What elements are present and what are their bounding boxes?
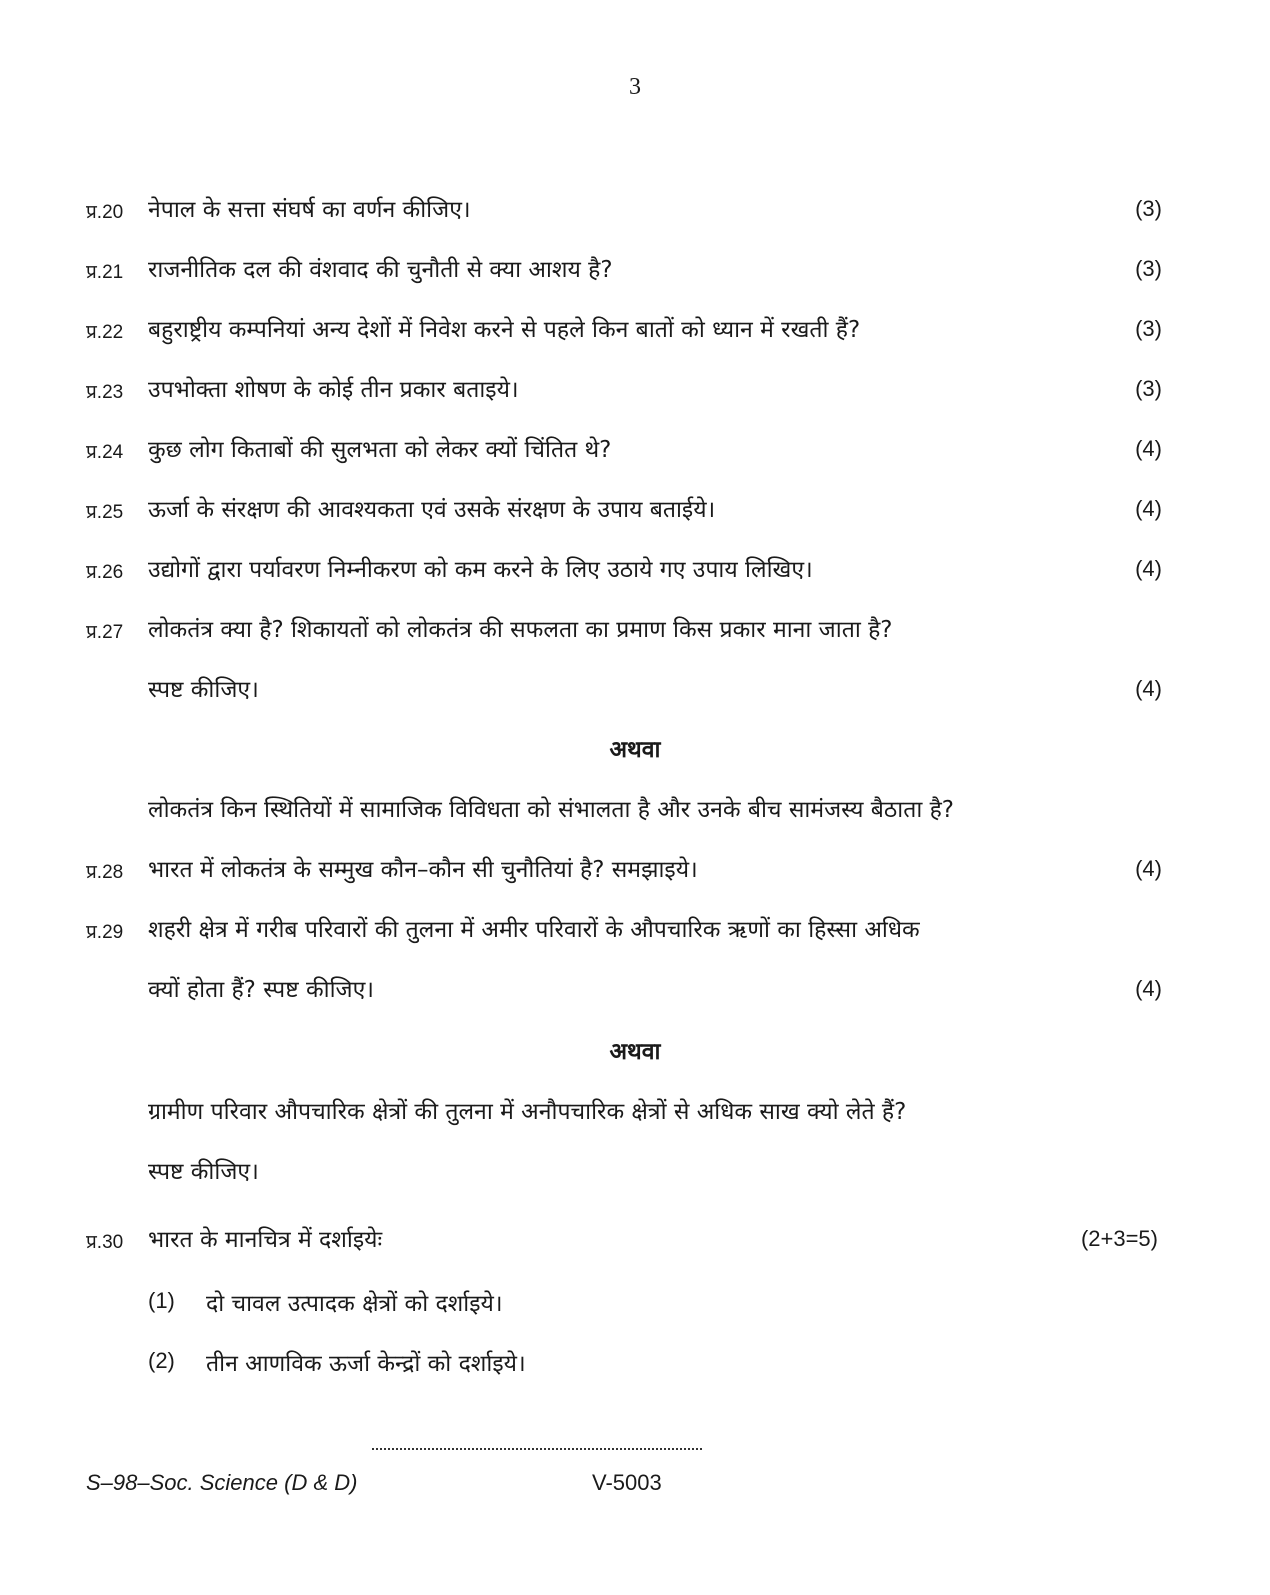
question-29-alternative-continued [86,1150,1176,1190]
question-number: प्र.23 [86,382,124,403]
question-number: प्र.22 [86,322,124,343]
question-marks: (3) [1135,316,1162,341]
question-number: प्र.29 [86,922,124,943]
question-23 [86,368,1176,408]
question-marks: (4) [1135,676,1162,701]
question-number: प्र.21 [86,262,124,283]
alternative-question-text: ग्रामीण परिवार औपचारिक क्षेत्रों की तुलना में अनौपचारिक क्षेत्रों से अधिक साख क्यो लेते हैं? [148,1099,907,1125]
question-text: भारत के मानचित्र में दर्शाइयेः [148,1227,383,1253]
or-heading: अथवा [609,1039,661,1065]
question-marks: (3) [1135,196,1162,221]
question-25 [86,488,1176,528]
question-number: प्र.28 [86,862,124,883]
alternative-question-text-continued: स्पष्ट कीजिए। [148,1159,259,1185]
question-marks: (4) [1135,856,1162,881]
question-number: प्र.25 [86,502,124,523]
question-text-continued: स्पष्ट कीजिए। [148,677,259,703]
question-text: शहरी क्षेत्र में गरीब परिवारों की तुलना में अमीर परिवारों के औपचारिक ऋणों का हिस्सा अधिक [148,917,920,943]
end-divider [372,1448,702,1450]
question-text: ऊर्जा के संरक्षण की आवश्यकता एवं उसके संरक्षण के उपाय बताईये। [148,497,716,523]
question-30 [86,1218,1176,1258]
page-number: 3 [629,74,641,100]
question-29 [86,908,1176,948]
question-24 [86,428,1176,468]
question-29-continued [86,968,1176,1008]
question-text: उद्योगों द्वारा पर्यावरण निम्नीकरण को कम करने के लिए उठाये गए उपाय लिखिए। [148,557,813,583]
question-marks: (4) [1135,556,1162,581]
question-27 [86,608,1176,648]
question-26 [86,548,1176,588]
footer-paper-code: S–98–Soc. Science (D & D) [86,1470,358,1495]
question-number: प्र.24 [86,442,124,463]
question-text: उपभोक्ता शोषण के कोई तीन प्रकार बताइये। [148,377,519,403]
question-29-alternative [86,1090,1176,1130]
question-number: प्र.30 [86,1232,124,1253]
question-text: नेपाल के सत्ता संघर्ष का वर्णन कीजिए। [148,197,471,223]
question-marks: (4) [1135,496,1162,521]
subpart-text: दो चावल उत्पादक क्षेत्रों को दर्शाइये। [206,1291,503,1317]
or-heading: अथवा [609,737,661,763]
question-text-continued: क्यों होता हैं? स्पष्ट कीजिए। [148,977,375,1003]
alternative-question-text: लोकतंत्र किन स्थितियों में सामाजिक विविधता को संभालता है और उनके बीच सामंजस्य बैठाता है? [148,797,955,823]
question-marks: (3) [1135,376,1162,401]
question-number: प्र.27 [86,622,124,643]
question-number: प्र.26 [86,562,124,583]
subpart-text: तीन आणविक ऊर्जा केन्द्रों को दर्शाइये। [206,1351,526,1377]
subpart-number: (2) [148,1348,175,1373]
subpart-number: (1) [148,1288,175,1313]
question-text: कुछ लोग किताबों की सुलभता को लेकर क्यों चिंतित थे? [148,437,612,463]
question-marks: (2+3=5) [1080,1226,1158,1251]
question-text: भारत में लोकतंत्र के सम्मुख कौन–कौन सी चुनौतियां है? समझाइये। [148,857,698,883]
question-28 [86,848,1176,888]
footer-set-code: V-5003 [592,1470,662,1495]
question-21 [86,248,1176,288]
question-number: प्र.20 [86,202,124,223]
question-text: बहुराष्ट्रीय कम्पनियां अन्य देशों में निवेश करने से पहले किन बातों को ध्यान में रखती हैं? [148,317,861,343]
subpart-1 [86,1282,1176,1322]
question-22 [86,308,1176,348]
question-marks: (3) [1135,256,1162,281]
question-marks: (4) [1135,436,1162,461]
question-text: लोकतंत्र क्या है? शिकायतों को लोकतंत्र की सफलता का प्रमाण किस प्रकार माना जाता है? [148,617,893,643]
question-marks: (4) [1135,976,1162,1001]
question-27-alternative [86,788,1176,828]
question-20 [86,188,1176,228]
question-27-continued [86,668,1176,708]
question-text: राजनीतिक दल की वंशवाद की चुनौती से क्या आशय है? [148,257,613,283]
subpart-2 [86,1342,1176,1382]
